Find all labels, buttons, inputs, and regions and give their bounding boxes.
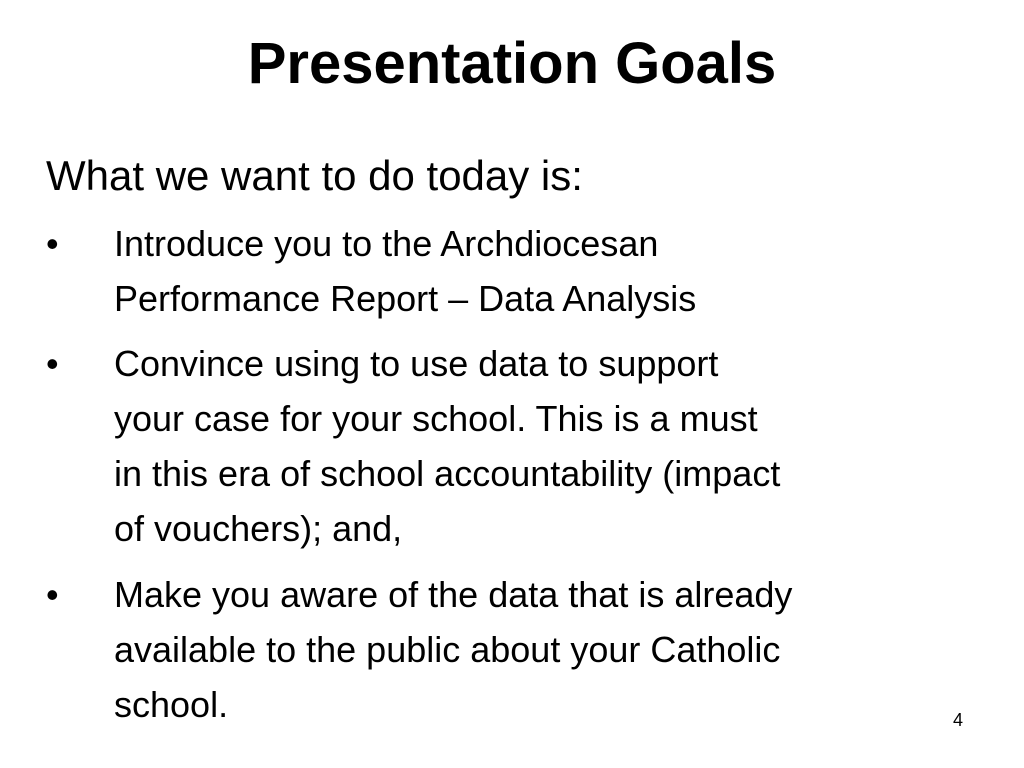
bullet-text: Make you aware of the data that is already available to the public about your Catholic school. xyxy=(114,574,793,725)
bullet-marker: • xyxy=(46,574,59,615)
slide-title: Presentation Goals xyxy=(247,31,777,96)
intro-text: What we want to do today is: xyxy=(46,152,583,199)
bullet-marker: • xyxy=(46,223,59,264)
bullet-text: Convince using to use data to support your case for your school. This is a must in this era of school accountability (impact of vouchers); and, xyxy=(114,343,781,549)
page-number: 4 xyxy=(952,710,963,730)
bullet-marker: • xyxy=(46,343,59,384)
bullet-text: Introduce you to the Archdiocesan Performance Report – Data Analysis xyxy=(114,223,697,319)
